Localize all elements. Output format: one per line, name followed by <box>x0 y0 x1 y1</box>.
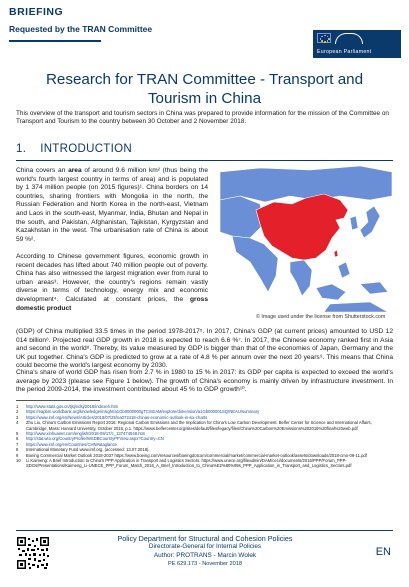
footnote-link[interactable]: https://eapbm.worldbank.org/knowledge/insight/a1Gb0000000gTCmEAM/explore/dimension/a1Gb000001SQ/NEAU/summary <box>26 409 260 415</box>
briefing-label: BRIEFING <box>9 6 64 18</box>
asia-map-icon <box>220 166 392 312</box>
paragraph-text: According to Chinese government figures, economic growth in recent decades has lifted about 740 million people out of poverty. China has also witnessed the largest migration ever from rural to urban areas³. However, the country's regions remain vastly diverse in terms of technology, energy mix and economic development⁴. Calculated at constant prices, the <box>16 253 208 303</box>
neighbor-region <box>316 284 346 300</box>
footnote-text[interactable]: International Monetary Fund www.imf.org, (accessed: 13.07.2018). <box>26 447 150 453</box>
footnote <box>16 420 393 431</box>
footnote-link[interactable]: https://www.imf.org/en/Countries/CHN#ataglance <box>26 441 118 447</box>
neighbor-region <box>290 260 312 296</box>
european-parliament-logo <box>313 30 401 58</box>
footnote-number: 4 <box>16 420 19 426</box>
map-caption: © Image used under the license from Shutterstock.com <box>256 314 386 320</box>
footer-author: Author: PROTRANS - Marcin Wolek <box>153 551 257 559</box>
language-code: EN <box>375 546 391 558</box>
footnote-number: 7 <box>16 441 19 447</box>
paragraph-gdp: (GDP) of China multiplied 33.5 times in the period 1978-2017⁵. In 2017, China's GDP (at current prices) amounted to USD 12 014 billion⁶. Projected real GDP growth in 2018 is expected to reach 6.6 %⁷. In 2017, the Chinese economy ranked first in Asia and second in the world⁸. Thereby, its value measured by GDP is bigger than that of the economies of Japan, Germany and the UK put together. China's GDP is predicted to grow at a rate of 4.8 % per annum over the next 20 years⁹. This means that China could become the world's largest economy by 2030. <box>16 328 393 370</box>
footnote-number: 1 <box>16 404 19 409</box>
footnote-link[interactable]: http://www.stats.gov.cn/tjsj/ndsj/2016/indexeh.htm <box>26 404 119 409</box>
section-rule <box>16 160 393 161</box>
eu-flag-icon <box>317 33 331 43</box>
footnote-number: 9 <box>16 452 19 458</box>
parliament-building-icon <box>335 33 363 44</box>
footnote <box>16 458 393 469</box>
footer-rule <box>16 530 393 531</box>
page-title <box>40 70 369 108</box>
footer-info <box>100 534 310 568</box>
footnote-link[interactable]: http://www.xinhuanet.com/english/2018-09/17/c_137474548.htm <box>26 431 146 437</box>
footnote-text[interactable]: Li Kaimeng: A Brief Introduction to China's PPP Application in Transport and Logistics Sectors. https://www.unece.org/fileadmin/DAM/ceci/documents/2016/PPP/Forum_PPP-SDGs/Presentations/Kaimeng_Li-UNECE_PPP_Forum_Match_2016_A_Brief_Introduction_to_China%E2%80%99s_PPP_Application_in_Transport_and_Logistics_Sectors.pdf <box>26 458 352 469</box>
footnote-link[interactable]: https://www.imf.org/en/News/Articles/2018/07/25/na072418-chinas-economic-outlook-in-six-charts <box>26 414 208 420</box>
footnote-number: 2 <box>16 409 19 415</box>
logo-text: European Parliament <box>317 49 372 55</box>
requested-by-label: Requested by the TRAN Committee <box>9 24 153 34</box>
neighbor-region <box>360 206 380 238</box>
footnote-link[interactable]: http://stat.wto.org/CountryProfile/WSDBCountryPFView.aspx?Country=CN <box>26 436 164 442</box>
bold-term: gross domestic product <box>16 295 208 312</box>
neighbor-region <box>220 196 264 238</box>
paragraph-text: China covers an <box>16 167 69 174</box>
paragraph-growth <box>16 253 208 313</box>
footnote-number: 3 <box>16 414 19 420</box>
paragraph-area <box>16 167 208 244</box>
section-title: INTRODUCTION <box>40 143 132 155</box>
china-region <box>334 250 338 257</box>
china-map-image <box>220 166 392 312</box>
section-heading <box>16 143 132 155</box>
neighbor-region <box>350 216 358 230</box>
intro-paragraph: This overview of the transport and tourism sectors in China was prepared to provide information for the mission of the Committee on Transport and Tourism to the country between 30 October and 2 November 2018. <box>16 110 389 126</box>
paragraph-text: of around 9.6 million km² (thus being the world's fourth largest country in terms of area) and is populated by 1 374 million people (on 2015 figures)¹. China borders on 14 countries, sharing frontiers with Mongolia in the north, the Russian Federation and North Korea in the north-east, Vietnam and Laos in the south-east, Myanmar, India, Bhutan and Nepal in the south, and Pakistan, Afghanistan, Tajikistan, Kyrgyzstan and Kazakhstan in the west. The urbanisation rate of China is about 59 %². <box>16 167 208 243</box>
footer-reference: PE 629.173 - November 2018 <box>167 561 242 568</box>
footnote-number: 10 <box>16 458 21 464</box>
footnote-number: 8 <box>16 447 19 453</box>
qr-code-icon[interactable] <box>16 536 50 570</box>
footnote-number: 5 <box>16 431 19 437</box>
title-line-2: Tourism in China <box>147 90 262 107</box>
footer-directorate: Directorate-General for Internal Policies <box>148 543 262 550</box>
header-rule <box>9 40 101 42</box>
section-number: 1. <box>16 143 27 155</box>
footnotes-list <box>16 404 393 469</box>
neighbor-region <box>220 166 392 202</box>
bold-term: area <box>68 167 82 174</box>
title-line-1: Research for TRAN Committee - Transport and <box>45 71 364 88</box>
footnote-number: 6 <box>16 436 19 442</box>
footnote-text[interactable]: Boeing Commercial Market Outlook 2018-2037 https://www.boeing.com/resources/boeingdotcom/commercial/market/commercial-market-outlook/assets/downloads/2018-cmo-09-11.pdf <box>26 452 367 458</box>
footer-department: Policy Department for Structural and Cohesion Policies <box>117 534 293 543</box>
footnote-rule <box>16 400 100 401</box>
neighbor-region <box>338 262 350 278</box>
neighbor-region <box>360 282 388 294</box>
neighbor-region <box>324 302 388 312</box>
paragraph-world-share: China's share of world GDP has risen from 2.7 % in 1980 to 15 % in 2017: its GDP per capita is expected to exceed the world's average by 2023 (please see Figure 1 below). The growth of China's economy is mainly driven by infrastructure investment. In the period 2009-2014, the investment contributed about 45 % to GDP growth¹⁰. <box>16 369 393 394</box>
footnote-text[interactable]: Zhu Liu, China's Carbon Emissions Report 2016: Regional Carbon Emissions and the Implication for China's Low Carbon Development. Belfer Center for Science and International Affairs, Cambridge, Mass: Harvard University, October 2016, p.1. https://www.belfercenter.org/sites/default/files/legacy/files/China%20Carbon%20Emissions%202016%20final%20web.pdf <box>26 420 372 431</box>
